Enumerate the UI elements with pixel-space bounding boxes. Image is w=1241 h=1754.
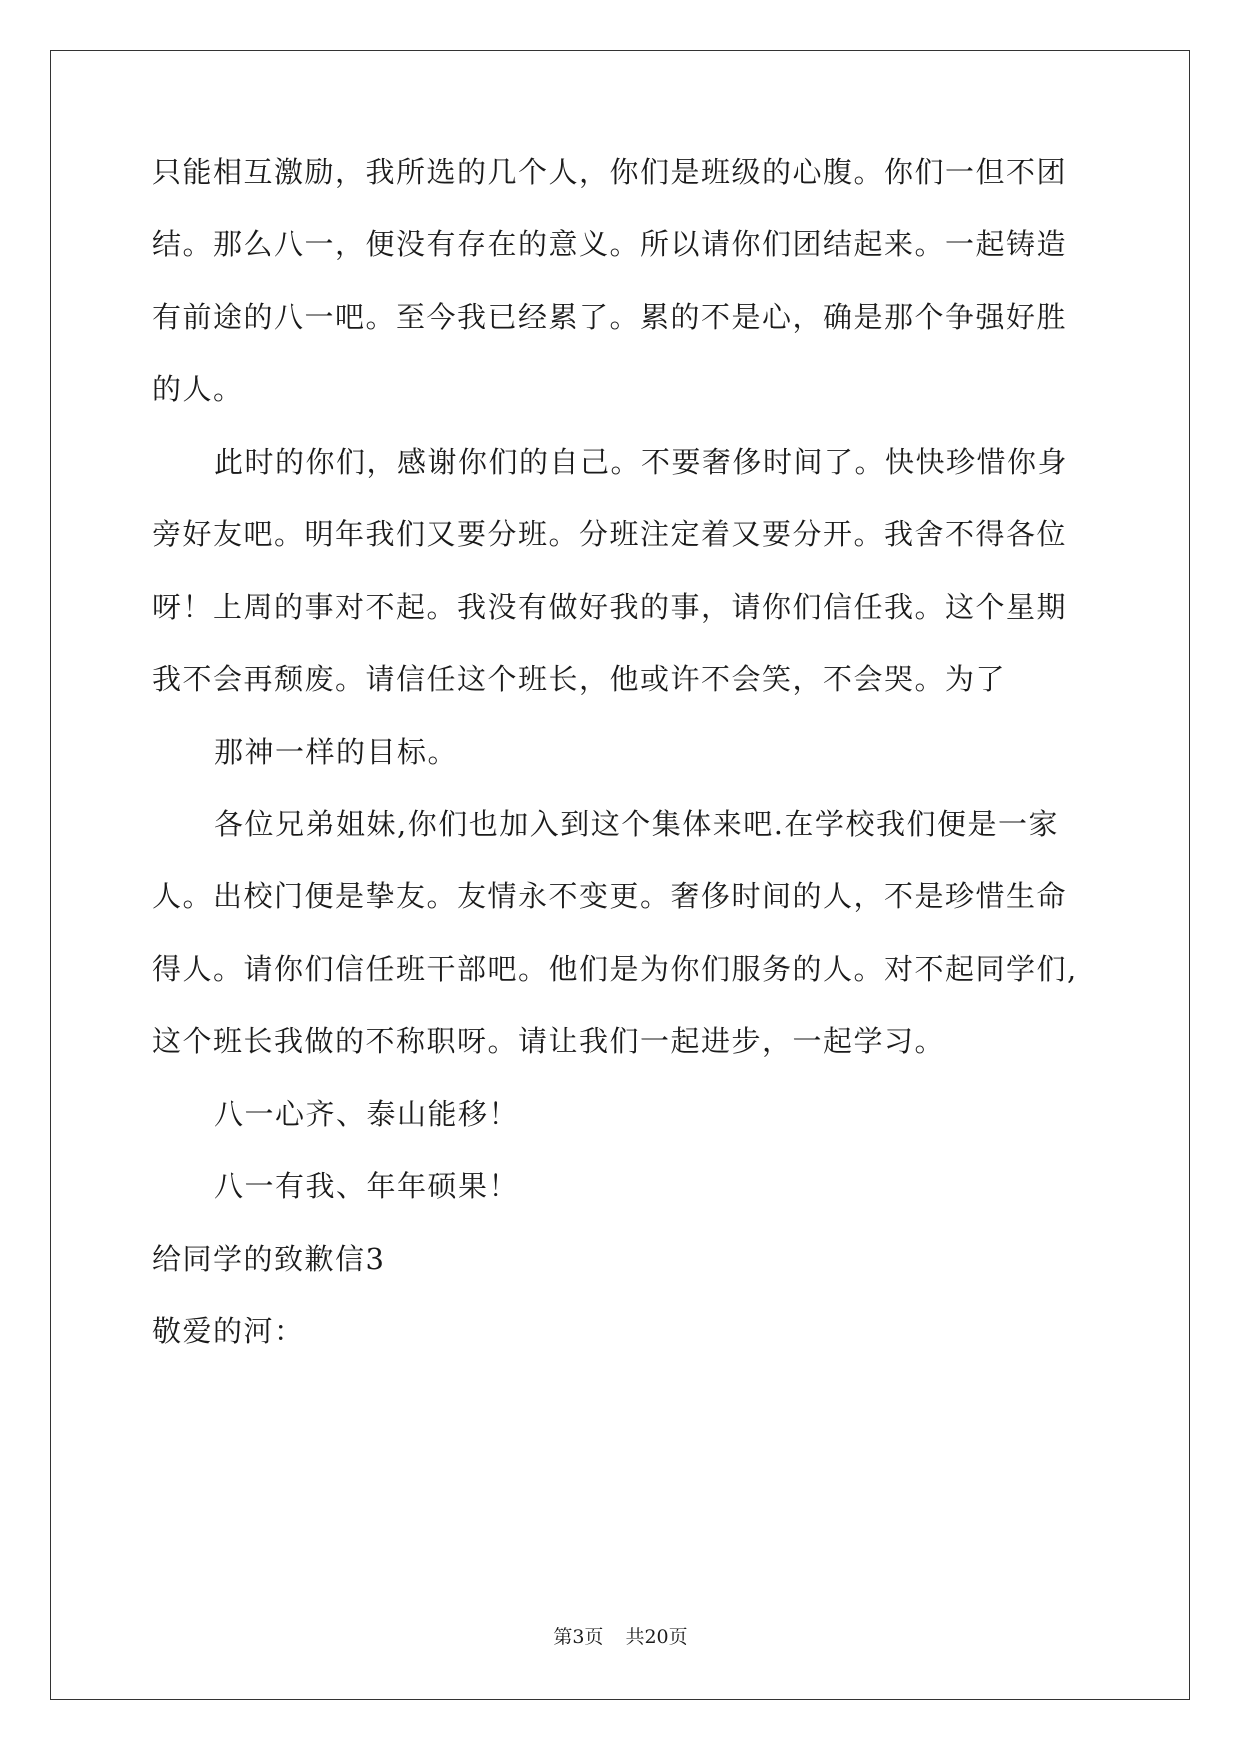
salutation: 敬爱的河：	[152, 1314, 305, 1348]
paragraph-line: 各位兄弟姐妹,你们也加入到这个集体来吧.在学校我们便是一家	[214, 807, 1059, 841]
page-total: 共20页	[625, 1626, 688, 1648]
paragraph-line: 旁好友吧。明年我们又要分班。分班注定着又要分开。我舍不得各位	[152, 517, 1068, 551]
paragraph-line: 此时的你们，感谢你们的自己。不要奢侈时间了。快快珍惜你身	[214, 445, 1069, 479]
paragraph-line: 我不会再颓废。请信任这个班长，他或许不会笑，不会哭。为了	[152, 662, 1007, 696]
paragraph-line: 的人。	[152, 372, 244, 406]
paragraph-line: 这个班长我做的不称职呀。请让我们一起进步，一起学习。	[152, 1024, 946, 1058]
paragraph-line: 得人。请你们信任班干部吧。他们是为你们服务的人。对不起同学们,	[152, 952, 1078, 986]
paragraph-line: 人。出校门便是挚友。友情永不变更。奢侈时间的人，不是珍惜生命	[152, 879, 1068, 913]
slogan-line: 八一有我、年年硕果！	[214, 1169, 520, 1203]
section-heading: 给同学的致歉信3	[152, 1242, 386, 1276]
paragraph-line: 结。那么八一，便没有存在的意义。所以请你们团结起来。一起铸造	[152, 227, 1068, 261]
page-number: 第3页	[553, 1626, 604, 1648]
paragraph-line: 只能相互激励，我所选的几个人，你们是班级的心腹。你们一但不团	[152, 155, 1068, 189]
paragraph-line: 有前途的八一吧。至今我已经累了。累的不是心，确是那个争强好胜	[152, 300, 1068, 334]
paragraph-line: 呀！上周的事对不起。我没有做好我的事，请你们信任我。这个星期	[152, 590, 1068, 624]
paragraph-line: 那神一样的目标。	[214, 735, 459, 769]
page-footer	[0, 1624, 1241, 1650]
slogan-line: 八一心齐、泰山能移！	[214, 1097, 520, 1131]
